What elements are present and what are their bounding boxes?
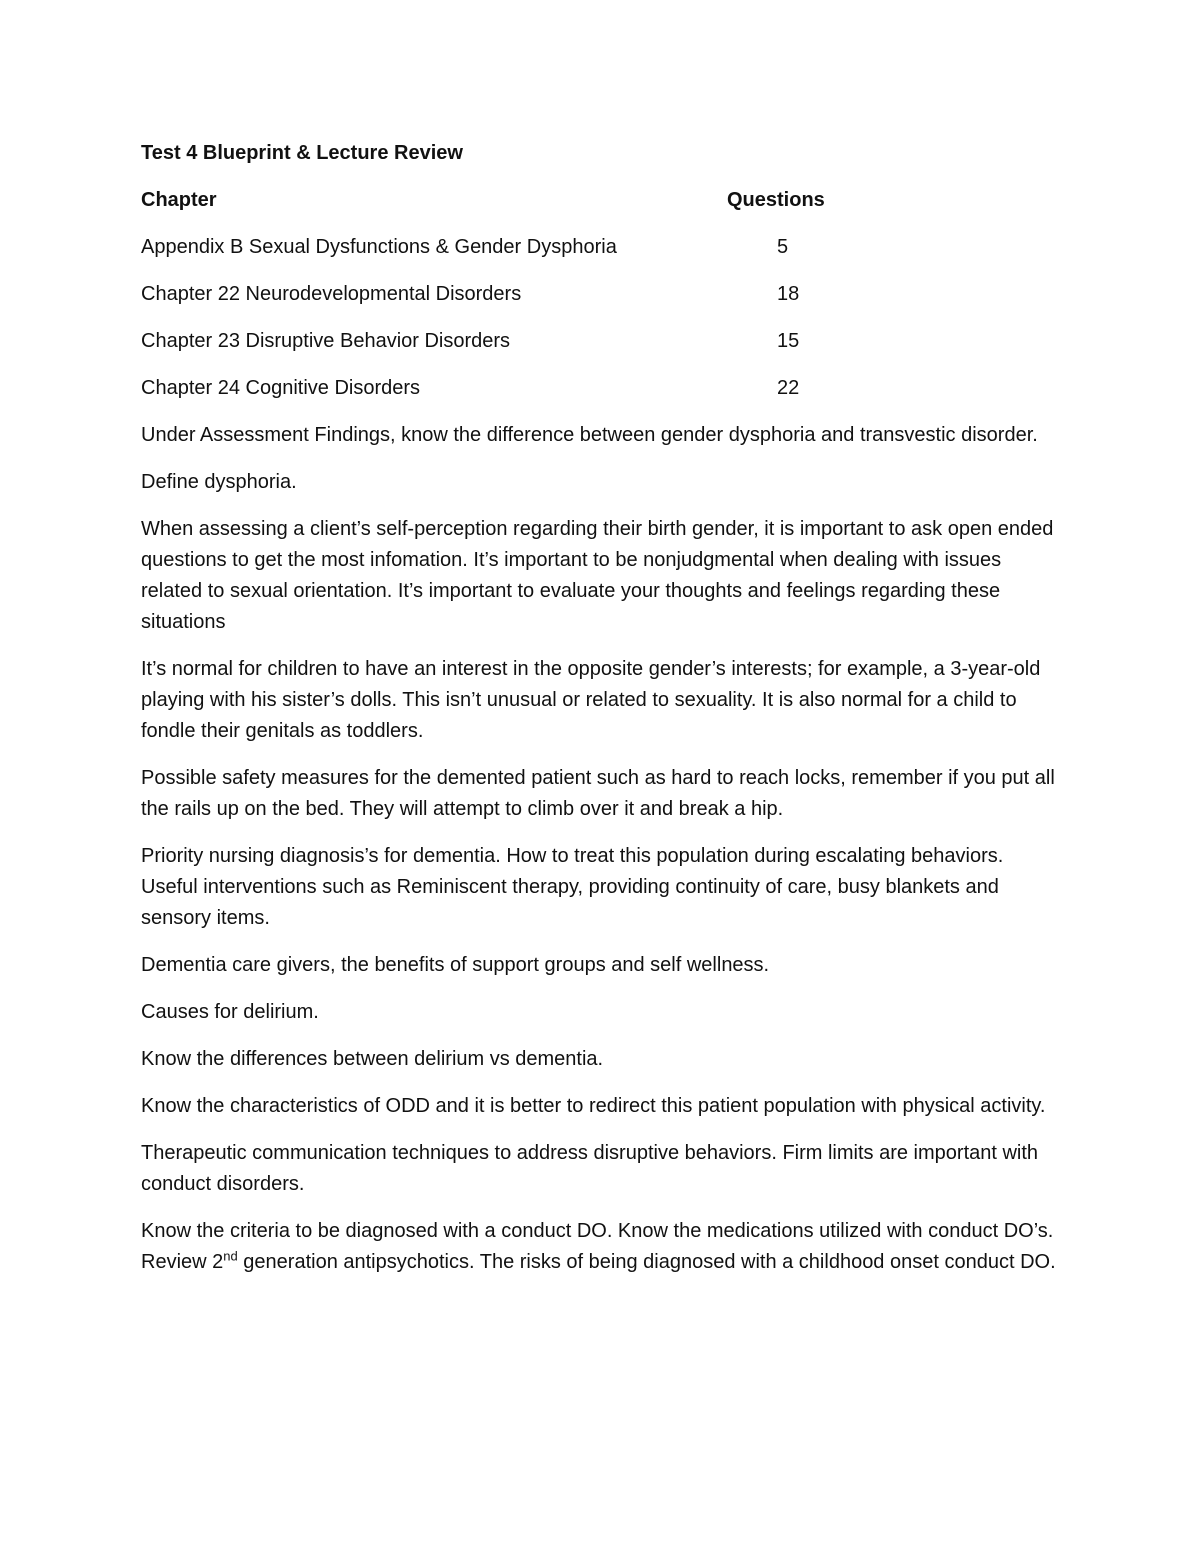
table-row [141,232,1059,263]
chapter-cell: Chapter 23 Disruptive Behavior Disorders [141,330,511,352]
paragraph-therapeutic-communication: Therapeutic communication techniques to address disruptive behaviors. Firm limits are important with conduct disorders. [141,1142,1039,1195]
paragraph-odd: Know the characteristics of ODD and it is better to redirect this patient population with physical activity. [141,1095,1046,1117]
paragraph-nursing-diagnosis: Priority nursing diagnosis’s for dementia. How to treat this population during escalating behaviors. Useful interventions such as Reminiscent therapy, providing continuity of care, busy blankets and sensory items. [141,845,1004,929]
chapter-cell: Chapter 24 Cognitive Disorders [141,377,421,399]
paragraph-assessment-findings: Under Assessment Findings, know the difference between gender dysphoria and transvestic disorder. [141,424,1038,446]
chapter-cell: Chapter 22 Neurodevelopmental Disorders [141,283,522,305]
questions-cell: 15 [777,330,800,352]
paragraph-safety-measures: Possible safety measures for the demented patient such as hard to reach locks, remember if you put all the rails up on the bed. They will attempt to climb over it and break a hip. [141,767,1055,820]
questions-cell: 18 [777,283,800,305]
questions-cell: 5 [777,236,789,258]
paragraph-text: generation antipsychotics. The risks of being diagnosed with a childhood onset conduct DO. [237,1251,1056,1273]
paragraph-self-perception: When assessing a client’s self-perception regarding their birth gender, it is important to ask open ended questions to get the most infomation. It’s important to be nonjudgmental when dealing with issues related to sexual orientation. It’s important to evaluate your thoughts and feelings regarding these situations [141,518,1054,633]
chapter-cell: Appendix B Sexual Dysfunctions & Gender Dysphoria [141,236,617,258]
paragraph-delirium-vs-dementia: Know the differences between delirium vs dementia. [141,1048,604,1070]
paragraph-delirium-causes: Causes for delirium. [141,1001,319,1023]
paragraph-conduct-disorder [141,1216,1059,1278]
table-row [141,279,1059,310]
questions-cell: 22 [777,377,800,399]
column-header-chapter: Chapter [141,189,217,211]
paragraph-caregivers: Dementia care givers, the benefits of support groups and self wellness. [141,954,770,976]
paragraph-children-interests: It’s normal for children to have an interest in the opposite gender’s interests; for example, a 3-year-old playing with his sister’s dolls. This isn’t unusual or related to sexuality. It is also normal for a child to fondle their genitals as toddlers. [141,658,1041,742]
document-title: Test 4 Blueprint & Lecture Review [141,142,463,164]
table-row [141,373,1059,404]
table-header-row [141,185,1059,216]
ordinal-superscript: nd [223,1248,238,1264]
document-body [141,138,1059,1294]
table-row [141,326,1059,357]
paragraph-text: Know the criteria to be diagnosed with a conduct DO. Know the medications utilized with conduct DO’s. Review 2 [141,1220,1054,1273]
paragraph-define-dysphoria: Define dysphoria. [141,471,297,493]
column-header-questions: Questions [727,189,825,211]
